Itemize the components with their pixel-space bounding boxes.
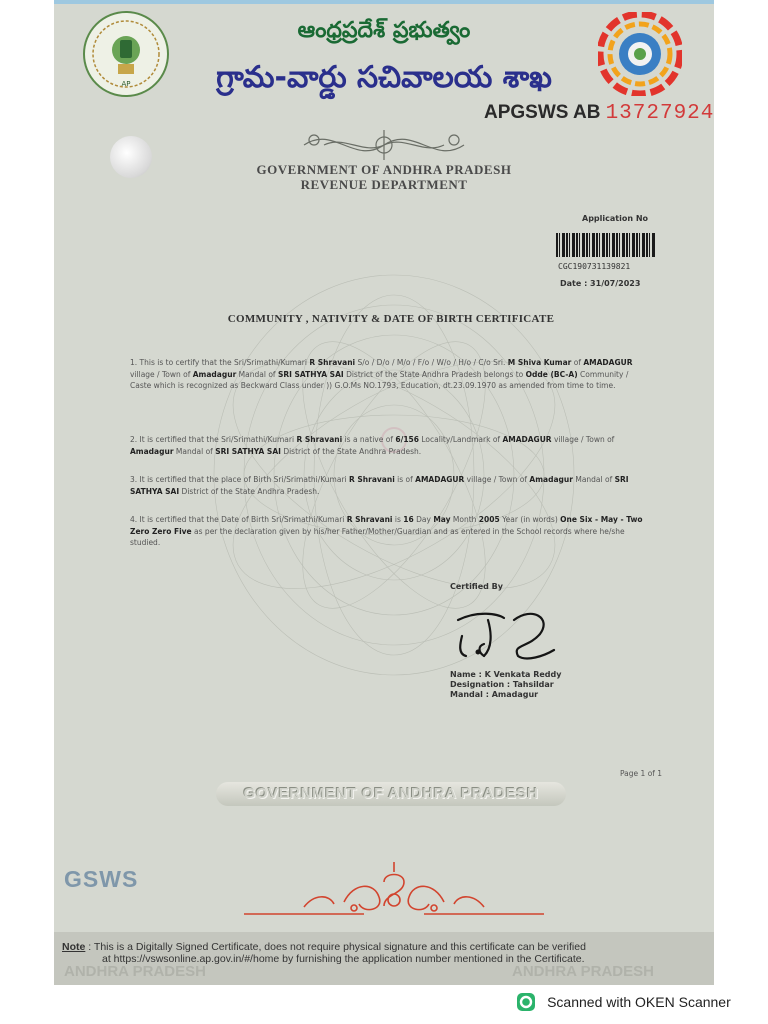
serial-prefix: APGSWS AB: [484, 102, 601, 123]
scanner-label: Scanned with OKEN Scanner: [547, 993, 731, 1010]
note-line-2: at https://vswsonline.ap.gov.in/#/home by furnishing the application number mentioned in the Certificate.: [102, 953, 585, 965]
page-number: Page 1 of 1: [620, 769, 663, 778]
note-watermark-right: ANDHRA PRADESH: [512, 963, 654, 980]
svg-text:AP: AP: [121, 80, 131, 88]
dob-month: May: [433, 515, 451, 524]
digital-signature-note: [54, 932, 714, 985]
holder-name: R Shravani: [309, 358, 356, 367]
paragraph-community: 1. This is to certify that the Sri/Srimathi/Kumari R Shravani S/o / D/o / M/o / F/o / W/o / H/o / C/o Sri. M Shiva Kumar of AMADAGUR village / Town of Amadagur Mandal of SRI SATHYA SAI District of the State Andhra Pradesh belongs to Odde (BC-A) Community / Caste which is recognized as Beckward Class under )) G.O.Ms NO.1793, Education, dt.23.09.1970 as amended from time to time.: [130, 358, 633, 390]
application-code: CGC190731139821: [558, 262, 631, 271]
certificate-sheet: [54, 0, 714, 985]
note-watermark-left: ANDHRA PRADESH: [64, 963, 206, 980]
paragraph-date-of-birth: 4. It is certified that the Date of Birth Sri/Srimathi/Kumari R Shravani is 16 Day May Month 2005 Year (in words) One Six - May - Two Zero Zero Five as per the declaration given by his/her Father/Mother/Guardian and as entered in the School records where he/she studied.: [130, 515, 643, 547]
issuer-government: GOVERNMENT OF ANDHRA PRADESH: [256, 162, 512, 177]
note-label: Note: [62, 941, 86, 953]
locality-value: 6/156: [395, 435, 419, 444]
dob-year: 2005: [478, 515, 500, 524]
dob-in-words: One Six - May - Two Zero Zero Five: [130, 515, 643, 536]
issuer-heading: [54, 162, 714, 192]
issue-date: Date : 31/07/2023: [560, 279, 641, 288]
paragraph-nativity: 2. It is certified that the Sri/Srimathi/Kumari R Shravani is a native of 6/156 Locality/Landmark of AMADAGUR village / Town of Amadagur Mandal of SRI SATHYA SAI District of the State Andhra Pradesh.: [130, 435, 615, 456]
certificate-serial: [484, 102, 714, 125]
scanner-watermark: [516, 991, 731, 1011]
dob-day: 16: [403, 515, 414, 524]
note-line-1: : This is a Digitally Signed Certificate, does not require physical signature and this certificate can be verified: [88, 941, 586, 953]
application-no-label: Application No: [582, 214, 649, 223]
gsws-logo-icon: [598, 12, 682, 96]
department-telugu: గ్రామ-వార్డు సచివాలయ శాఖ: [216, 60, 552, 95]
oken-scanner-logo-icon: [516, 992, 536, 1012]
application-barcode: [556, 233, 656, 257]
footer-ornament: [234, 852, 554, 922]
note-text: [62, 941, 712, 965]
government-watermark-band: GOVERNMENT OF ANDHRA PRADESH: [216, 782, 566, 806]
signer-details: [450, 670, 561, 700]
signature-image: [448, 600, 558, 664]
paragraph-place-of-birth: 3. It is certified that the place of Birth Sri/Srimathi/Kumari R Shravani is of AMADAGUR village / Town of Amadagur Mandal of SRI SATHYA SAI District of the State Andhra Pradesh.: [130, 475, 629, 496]
gsws-watermark: GSWS: [64, 866, 139, 892]
parent-name: M Shiva Kumar: [507, 358, 572, 367]
community-name: Odde (BC-A): [525, 369, 578, 379]
serial-number: 13727924: [605, 102, 714, 125]
signer-designation: Designation : Tahsildar: [450, 680, 554, 689]
issuer-department: REVENUE DEPARTMENT: [300, 177, 468, 192]
signer-name: Name : K Venkata Reddy: [450, 670, 562, 679]
signer-mandal: Mandal : Amadagur: [450, 690, 539, 699]
certified-by-label: Certified By: [450, 582, 503, 591]
title-telugu: ఆంధ్రప్రదేశ్ ప్రభుత్వం: [297, 18, 471, 43]
top-strip: [54, 0, 714, 4]
certificate-title: COMMUNITY , NATIVITY & DATE OF BIRTH CERTIFICATE: [227, 313, 555, 325]
